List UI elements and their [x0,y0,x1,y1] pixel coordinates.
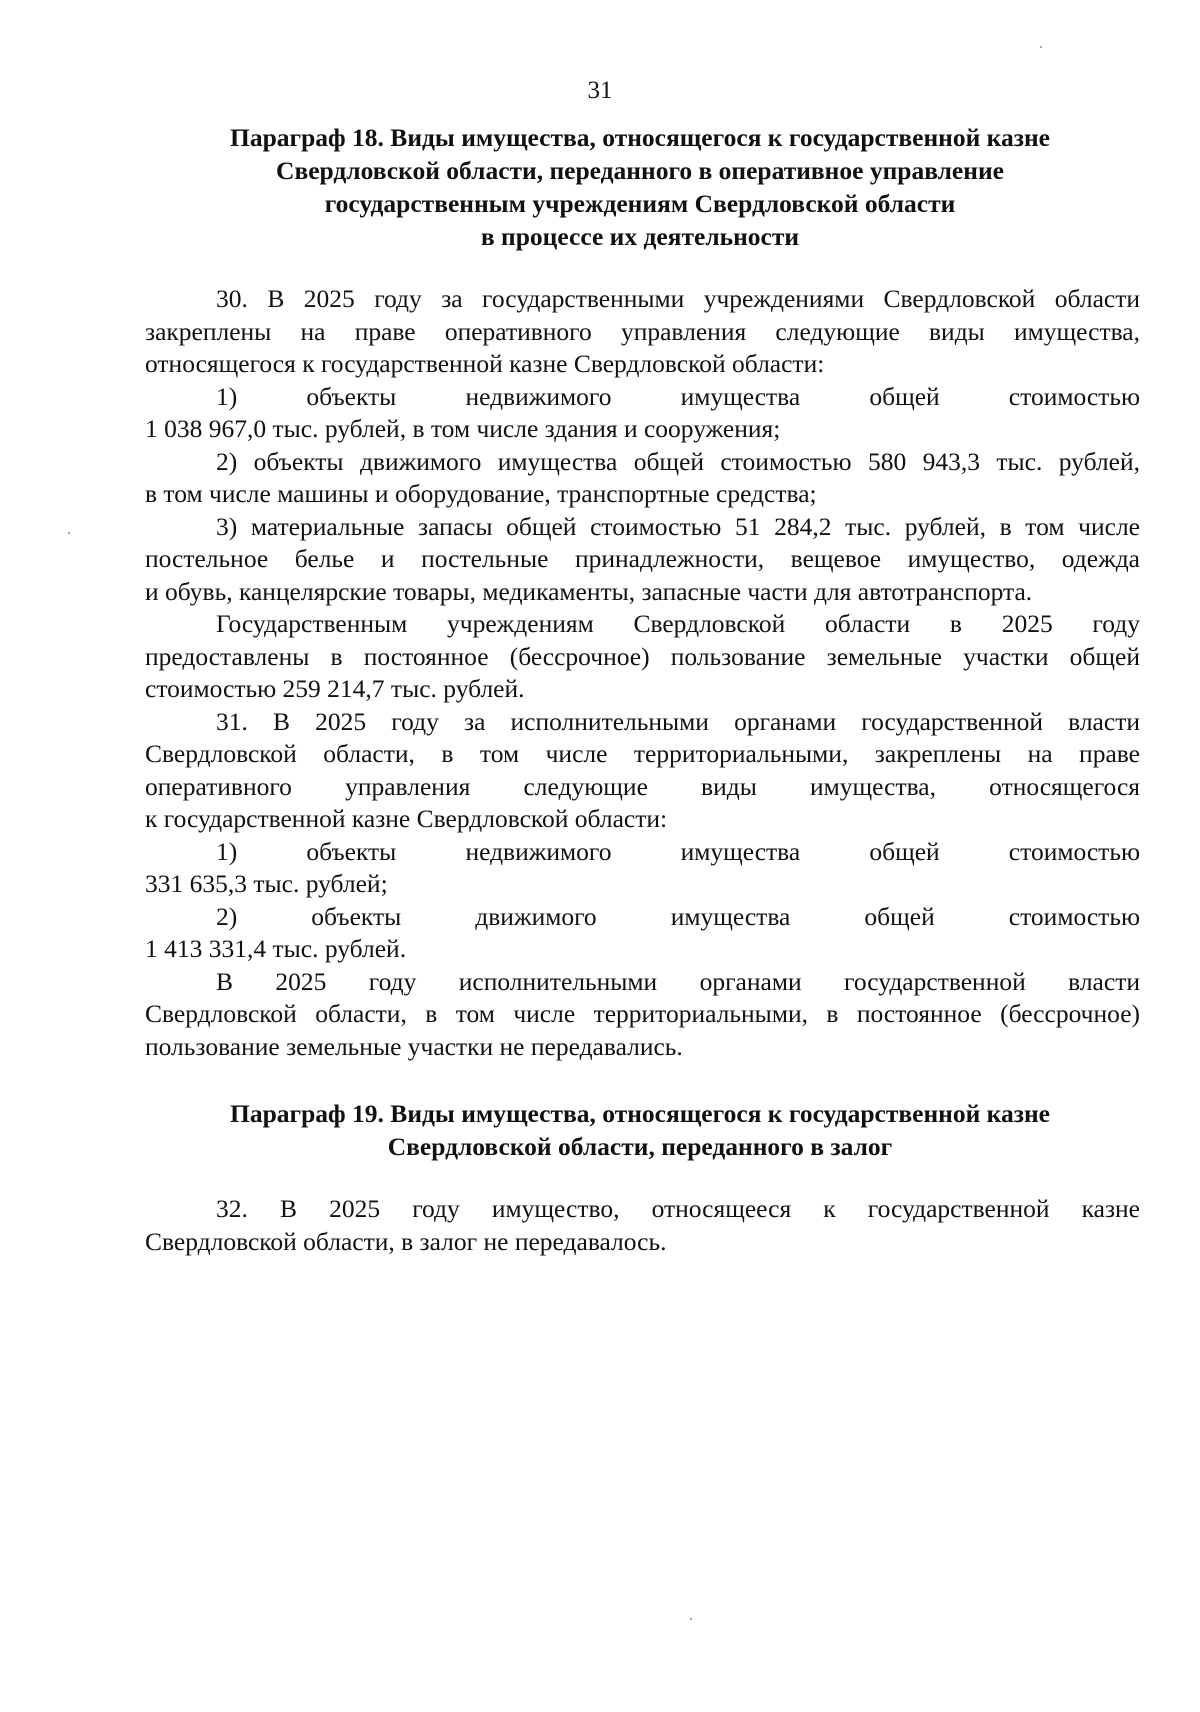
section-19-heading [145,1097,1135,1163]
item-31-intro-line: Свердловской области, в том числе территориальными, закреплены на праве [145,739,1140,768]
item-31-sub2-line: 2) объекты движимого имущества общей стоимостью [216,901,1140,931]
scan-speck [68,532,70,534]
item-31-land-line: Свердловской области, в том числе территориальными, в постоянное (бессрочное) [145,999,1140,1028]
section-19-heading-line: Свердловской области, переданного в залог [387,1132,893,1161]
item-31-land-line: В 2025 году исполнительными органами государственной власти [216,966,1140,996]
item-32-line: Свердловской области, в залог не передавалось. [145,1226,667,1256]
item-30-sub2-line: в том числе машины и оборудование, транспортные средства; [145,479,817,508]
section-18-heading-line: государственным учреждениям Свердловской области [324,189,956,218]
section-19-heading-line: Параграф 19. Виды имущества, относящегося к государственной казне [230,1099,1050,1128]
item-30-intro-line: 30. В 2025 году за государственными учреждениями Свердловской области [216,284,1140,313]
scan-speck [690,1618,692,1620]
item-30-land-line: Государственным учреждениям Свердловской области в 2025 году [216,609,1140,638]
item-31-intro-line: к государственной казне Свердловской области: [145,804,668,833]
item-30-sub3-line: 3) материальные запасы общей стоимостью 51 284,2 тыс. рублей, в том числе [216,511,1140,541]
item-31-sub1-line: 1) объекты недвижимого имущества общей стоимостью [216,836,1140,866]
item-31-intro-line: 31. В 2025 году за исполнительными органами государственной власти [216,706,1140,736]
section-18-body [145,283,1140,1063]
item-30-intro-line: относящегося к государственной казне Свердловской области: [145,349,825,378]
item-32-line: 32. В 2025 году имущество, относящееся к государственной казне [216,1194,1140,1223]
item-31-sub1-line: 331 635,3 тыс. рублей; [145,869,388,898]
item-31-land-line: пользование земельные участки не передавались. [145,1031,683,1061]
item-30-sub3-line: постельное белье и постельные принадлежности, вещевое имущество, одежда [145,544,1140,573]
page-number: 31 [587,77,613,104]
item-31-intro-line: оперативного управления следующие виды имущества, относящегося [145,771,1140,801]
section-18-heading-line: в процессе их деятельности [480,222,800,251]
item-31-sub2-line: 1 413 331,4 тыс. рублей. [145,934,407,963]
section-18-heading-line: Параграф 18. Виды имущества, относящегося к государственной казне [230,123,1050,152]
item-30-sub1-line: 1) объекты недвижимого имущества общей стоимостью [216,381,1140,411]
item-30-land-line: предоставлены в постоянное (бессрочное) пользование земельные участки общей [145,641,1140,671]
item-30-sub3-line: и обувь, канцелярские товары, медикаменты, запасные части для автотранспорта. [145,576,1033,606]
section-18-heading-line: Свердловской области, переданного в оперативное управление [276,156,1004,185]
item-30-sub2-line: 2) объекты движимого имущества общей стоимостью 580 943,3 тыс. рублей, [216,446,1140,476]
scan-speck [1040,46,1042,48]
item-30-sub1-line: 1 038 967,0 тыс. рублей, в том числе здания и сооружения; [145,414,781,443]
item-30-intro-line: закреплены на праве оперативного управления следующие виды имущества, [145,316,1140,346]
section-18-heading [145,121,1135,253]
section-19-body [145,1193,1140,1258]
item-30-land-line: стоимостью 259 214,7 тыс. рублей. [145,674,525,703]
